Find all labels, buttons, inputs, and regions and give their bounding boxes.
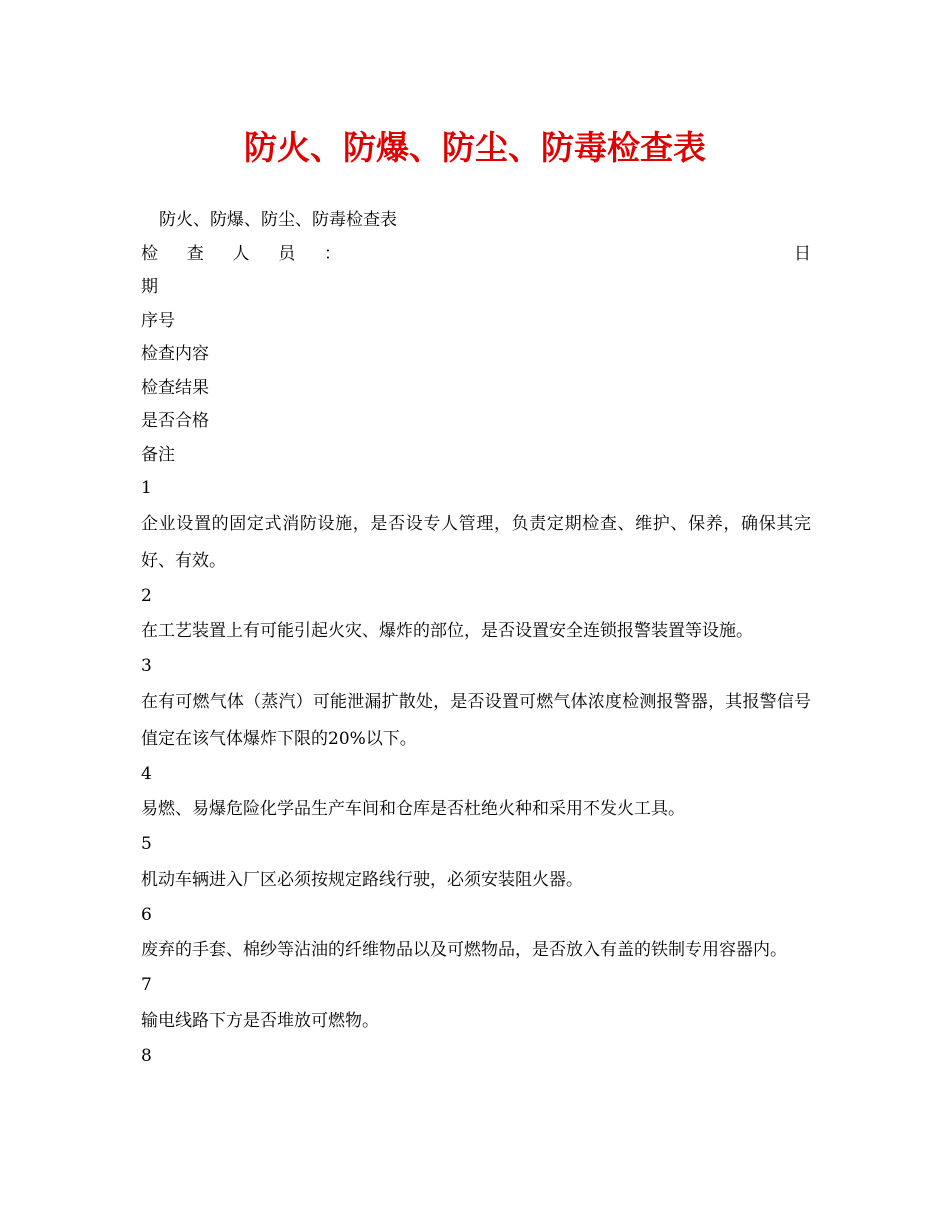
- column-header-result: 检查结果: [141, 377, 209, 398]
- date-label-first: 日: [794, 243, 811, 264]
- column-header-qualified: 是否合格: [141, 411, 209, 431]
- inspector-label: [141, 238, 341, 272]
- item-content: 废弃的手套、棉纱等沾油的纤维物品以及可燃物品，是否放入有盖的铁制专用容器内。: [141, 940, 787, 960]
- item-content: 在工艺装置上有可能引起火灾、爆炸的部位，是否设置安全连锁报警装置等设施。: [141, 621, 753, 641]
- inspector-char: 员: [278, 243, 296, 264]
- item-content: 易燃、易爆危险化学品生产车间和仓库是否杜绝火种和采用不发火工具。: [141, 799, 685, 819]
- item-number: 2: [141, 585, 152, 606]
- item-number: 1: [141, 478, 152, 498]
- item-content: 输电线路下方是否堆放可燃物。: [141, 1010, 379, 1031]
- inspector-char: 检: [141, 243, 158, 264]
- inspector-char: ：: [324, 243, 341, 264]
- inspector-char: 查: [186, 243, 204, 264]
- item-content: 企业设置的固定式消防设施，是否设专人管理，负责定期检查、维护、保养，确保其完好、有效。: [141, 513, 811, 571]
- item-number: 8: [141, 1045, 152, 1066]
- inspector-char: 人: [232, 243, 250, 264]
- item-content: 在有可燃气体（蒸汽）可能泄漏扩散处，是否设置可燃气体浓度检测报警器，其报警信号值定在该气体爆炸下限的20%以下。: [141, 691, 811, 749]
- date-label-second: 期: [141, 277, 158, 297]
- item-number: 6: [141, 904, 152, 925]
- item-number: 4: [141, 763, 152, 784]
- item-number: 7: [141, 975, 152, 995]
- document-title: 防火、防爆、防尘、防毒检查表: [244, 128, 706, 167]
- column-header-content: 检查内容: [141, 344, 209, 364]
- document-subtitle: 防火、防爆、防尘、防毒检查表: [159, 210, 397, 230]
- column-header-no: 序号: [141, 310, 175, 331]
- column-header-remark: 备注: [141, 444, 175, 465]
- item-content: 机动车辆进入厂区必须按规定路线行驶，必须安装阻火器。: [141, 869, 583, 890]
- item-number: 5: [141, 834, 152, 854]
- inspector-date-row: [141, 238, 811, 272]
- document-body: [141, 204, 811, 1073]
- item-number: 3: [141, 656, 152, 676]
